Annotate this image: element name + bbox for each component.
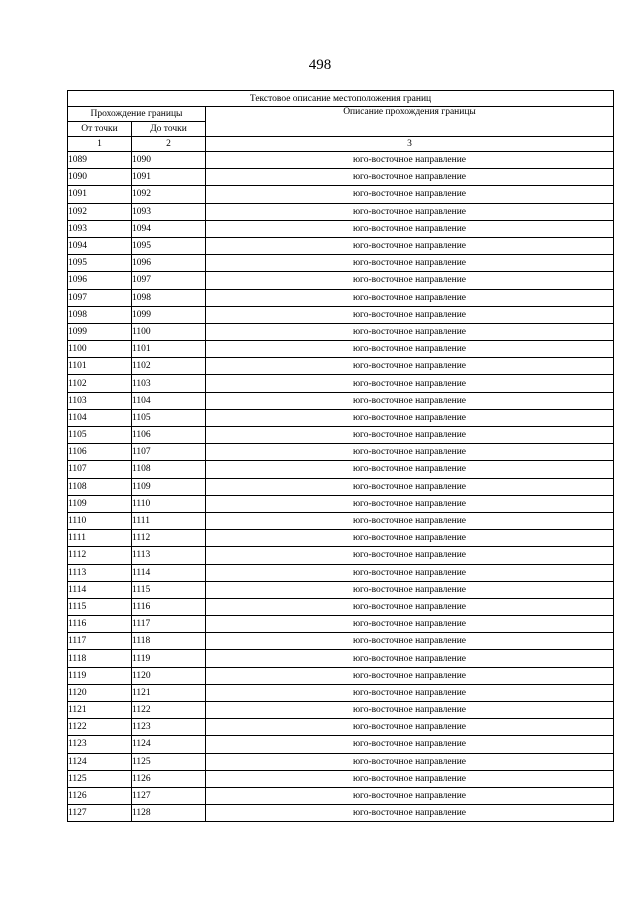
from-point-cell: 1108 [68,478,132,495]
table-row [68,306,614,323]
from-point-cell: 1095 [68,255,132,272]
from-point-cell: 1106 [68,444,132,461]
column-number-1: 1 [68,137,132,152]
from-point-cell: 1105 [68,427,132,444]
to-point-cell: 1112 [132,530,206,547]
table-row [68,564,614,581]
from-point-cell: 1119 [68,667,132,684]
to-point-cell: 1092 [132,186,206,203]
to-point-cell: 1119 [132,650,206,667]
table-row [68,598,614,615]
to-point-cell: 1098 [132,289,206,306]
from-point-cell: 1098 [68,306,132,323]
to-point-cell: 1095 [132,237,206,254]
from-point-cell: 1126 [68,787,132,804]
table-row [68,186,614,203]
table-row [68,478,614,495]
to-point-cell: 1093 [132,203,206,220]
to-point-cell: 1111 [132,512,206,529]
description-cell: юго-восточное направление [206,237,614,254]
table-row [68,495,614,512]
table-row [68,358,614,375]
table-title-row [68,91,614,107]
to-point-cell: 1107 [132,444,206,461]
description-cell: юго-восточное направление [206,667,614,684]
to-point-cell: 1103 [132,375,206,392]
column-number-3: 3 [206,137,614,152]
description-cell: юго-восточное направление [206,616,614,633]
table-row [68,684,614,701]
from-point-cell: 1097 [68,289,132,306]
description-cell: юго-восточное направление [206,787,614,804]
description-cell: юго-восточное направление [206,564,614,581]
to-point-header: До точки [132,122,206,137]
from-point-cell: 1103 [68,392,132,409]
table-row [68,272,614,289]
table-row [68,392,614,409]
to-point-cell: 1109 [132,478,206,495]
from-point-cell: 1102 [68,375,132,392]
description-cell: юго-восточное направление [206,598,614,615]
table-row [68,427,614,444]
from-point-cell: 1127 [68,805,132,822]
from-point-cell: 1107 [68,461,132,478]
to-point-cell: 1100 [132,323,206,340]
from-point-cell: 1093 [68,220,132,237]
table-row [68,633,614,650]
from-point-cell: 1104 [68,409,132,426]
table-row [68,650,614,667]
to-point-cell: 1126 [132,770,206,787]
column-number-2: 2 [132,137,206,152]
description-cell: юго-восточное направление [206,530,614,547]
to-point-cell: 1117 [132,616,206,633]
description-cell: юго-восточное направление [206,220,614,237]
description-cell: юго-восточное направление [206,753,614,770]
description-cell: юго-восточное направление [206,736,614,753]
from-point-cell: 1101 [68,358,132,375]
table-row [68,805,614,822]
to-point-cell: 1110 [132,495,206,512]
table-row [68,616,614,633]
table-row [68,719,614,736]
to-point-cell: 1125 [132,753,206,770]
table-row [68,547,614,564]
table-row [68,203,614,220]
from-point-cell: 1094 [68,237,132,254]
to-point-cell: 1124 [132,736,206,753]
description-cell: юго-восточное направление [206,272,614,289]
from-point-cell: 1091 [68,186,132,203]
from-point-cell: 1121 [68,702,132,719]
from-point-cell: 1124 [68,753,132,770]
table-row [68,702,614,719]
from-point-cell: 1090 [68,169,132,186]
table-title: Текстовое описание местоположения границ [68,91,614,107]
from-point-cell: 1089 [68,152,132,169]
description-cell: юго-восточное направление [206,375,614,392]
table-row [68,220,614,237]
description-cell: юго-восточное направление [206,770,614,787]
description-cell: юго-восточное направление [206,684,614,701]
to-point-cell: 1108 [132,461,206,478]
to-point-cell: 1121 [132,684,206,701]
to-point-cell: 1115 [132,581,206,598]
table-row [68,444,614,461]
description-cell: юго-восточное направление [206,409,614,426]
from-point-cell: 1099 [68,323,132,340]
to-point-cell: 1114 [132,564,206,581]
table-row [68,341,614,358]
table-row [68,169,614,186]
from-point-header: От точки [68,122,132,137]
table-row [68,753,614,770]
passage-header: Прохождение границы [68,107,206,122]
column-number-row [68,137,614,152]
from-point-cell: 1120 [68,684,132,701]
description-cell: юго-восточное направление [206,152,614,169]
description-cell: юго-восточное направление [206,702,614,719]
description-cell: юго-восточное направление [206,719,614,736]
to-point-cell: 1097 [132,272,206,289]
to-point-cell: 1120 [132,667,206,684]
from-point-cell: 1114 [68,581,132,598]
from-point-cell: 1100 [68,341,132,358]
to-point-cell: 1094 [132,220,206,237]
to-point-cell: 1118 [132,633,206,650]
to-point-cell: 1096 [132,255,206,272]
description-cell: юго-восточное направление [206,633,614,650]
from-point-cell: 1118 [68,650,132,667]
to-point-cell: 1101 [132,341,206,358]
to-point-cell: 1116 [132,598,206,615]
from-point-cell: 1092 [68,203,132,220]
description-cell: юго-восточное направление [206,461,614,478]
table-row [68,237,614,254]
description-header: Описание прохождения границы [206,107,614,137]
to-point-cell: 1099 [132,306,206,323]
to-point-cell: 1090 [132,152,206,169]
from-point-cell: 1113 [68,564,132,581]
table-body [68,152,614,822]
to-point-cell: 1123 [132,719,206,736]
description-cell: юго-восточное направление [206,805,614,822]
table-row [68,736,614,753]
to-point-cell: 1128 [132,805,206,822]
to-point-cell: 1127 [132,787,206,804]
description-cell: юго-восточное направление [206,478,614,495]
description-cell: юго-восточное направление [206,323,614,340]
to-point-cell: 1113 [132,547,206,564]
description-cell: юго-восточное направление [206,427,614,444]
description-cell: юго-восточное направление [206,495,614,512]
from-point-cell: 1117 [68,633,132,650]
table-row [68,581,614,598]
from-point-cell: 1123 [68,736,132,753]
boundary-description-table [67,90,614,822]
table-row [68,787,614,804]
description-cell: юго-восточное направление [206,255,614,272]
from-point-cell: 1125 [68,770,132,787]
table-row [68,152,614,169]
to-point-cell: 1122 [132,702,206,719]
from-point-cell: 1096 [68,272,132,289]
description-cell: юго-восточное направление [206,169,614,186]
description-cell: юго-восточное направление [206,444,614,461]
to-point-cell: 1106 [132,427,206,444]
description-cell: юго-восточное направление [206,186,614,203]
table-row [68,461,614,478]
description-cell: юго-восточное направление [206,306,614,323]
table-row [68,375,614,392]
page-number: 498 [308,57,332,73]
description-cell: юго-восточное направление [206,650,614,667]
from-point-cell: 1111 [68,530,132,547]
table-row [68,530,614,547]
to-point-cell: 1104 [132,392,206,409]
table-row [68,289,614,306]
description-cell: юго-восточное направление [206,547,614,564]
description-cell: юго-восточное направление [206,203,614,220]
table-row [68,770,614,787]
from-point-cell: 1109 [68,495,132,512]
from-point-cell: 1112 [68,547,132,564]
description-cell: юго-восточное направление [206,512,614,529]
table-row [68,512,614,529]
header-row-passage [68,107,614,122]
description-cell: юго-восточное направление [206,341,614,358]
from-point-cell: 1116 [68,616,132,633]
to-point-cell: 1102 [132,358,206,375]
table-row [68,255,614,272]
table-row [68,323,614,340]
table-row [68,409,614,426]
description-cell: юго-восточное направление [206,392,614,409]
from-point-cell: 1110 [68,512,132,529]
description-cell: юго-восточное направление [206,581,614,598]
description-cell: юго-восточное направление [206,289,614,306]
to-point-cell: 1105 [132,409,206,426]
table-row [68,667,614,684]
from-point-cell: 1122 [68,719,132,736]
from-point-cell: 1115 [68,598,132,615]
to-point-cell: 1091 [132,169,206,186]
description-cell: юго-восточное направление [206,358,614,375]
